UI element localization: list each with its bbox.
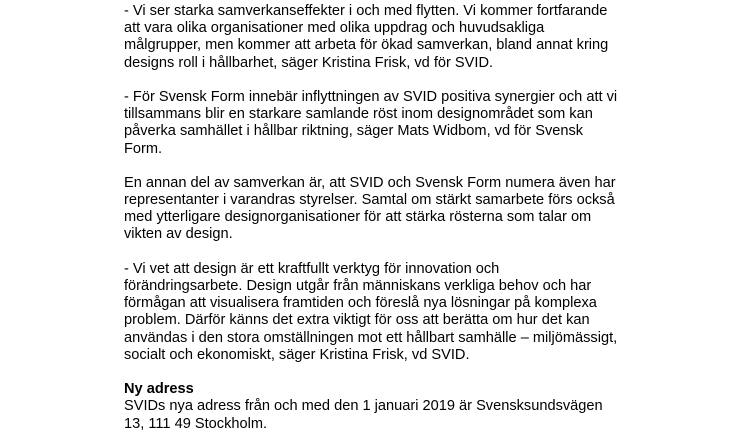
- text-line: socialt och ekonomiskt, säger Kristina Frisk, vd SVID.: [124, 346, 470, 363]
- text-line: vikten av design.: [124, 226, 233, 243]
- text-line: med ytterligare designorganisationer för att stärka rösterna som talar om: [124, 209, 592, 226]
- text-line: 13, 111 49 Stockholm.: [124, 415, 268, 432]
- text-line: representanter i varandras styrelser. Samtal om stärkt samarbete förs också: [124, 192, 615, 209]
- text-line: - För Svensk Form innebär inflyttningen av SVID positiva synergier och att vi: [124, 88, 618, 105]
- section-heading: Ny adress: [124, 381, 194, 398]
- paragraph-2: [124, 89, 644, 158]
- document-body: [124, 0, 644, 433]
- paragraph-1: [124, 3, 644, 72]
- text-line: - Vi ser starka samverkanseffekter i och med flytten. Vi kommer fortfarande: [124, 3, 608, 19]
- text-line: förändringsarbete. Design utgår från människans verkliga behov och har: [124, 278, 592, 294]
- text-line: att vara olika organisationer med olika uppdrag och huvudsakliga: [124, 20, 545, 37]
- paragraph-3: [124, 175, 644, 244]
- paragraph-4: [124, 261, 644, 364]
- text-line: designs roll i hållbarhet, säger Kristina Frisk, vd för SVID.: [124, 54, 494, 71]
- text-line: - Vi vet att design är ett kraftfullt verktyg för innovation och: [124, 260, 500, 277]
- text-line: SVIDs nya adress från och med den 1 januari 2019 är Svensksundsvägen: [124, 398, 603, 415]
- text-line: målgrupper, men kommer att arbeta för ökad samverkan, bland annat kring: [124, 37, 609, 54]
- text-line: användas i den stora omställningen mot ett hållbart samhälle – miljömässigt,: [124, 329, 618, 346]
- text-line: påverka samhället i hållbar riktning, säger Mats Widbom, vd för Svensk: [124, 123, 584, 140]
- text-line: Form.: [124, 140, 163, 157]
- text-line: förmågan att visualisera framtiden och föreslå nya lösningar på komplexa: [124, 295, 597, 312]
- address-section: [124, 381, 644, 433]
- text-line: En annan del av samverkan är, att SVID och Svensk Form numera även har: [124, 174, 616, 191]
- text-line: problem. Därför känns det extra viktigt för oss att berätta om hur det kan: [124, 312, 590, 329]
- text-line: tillsammans blir en starkare samlande röst inom designområdet som kan: [124, 106, 593, 123]
